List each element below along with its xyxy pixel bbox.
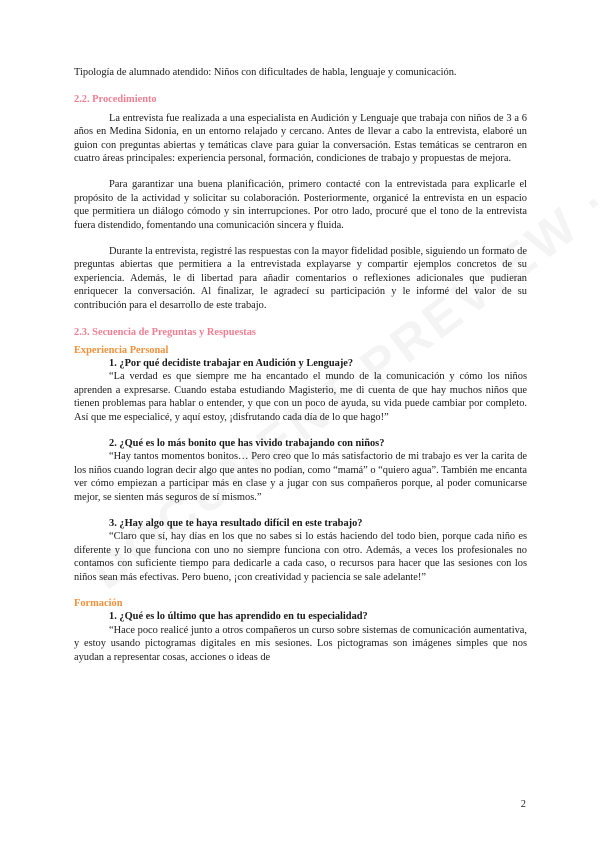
question: 1. ¿Qué es lo último que has aprendido en tu especialidad? [109,611,368,623]
intro-line: Tipología de alumnado atendido: Niños con dificultades de habla, lenguaje y comunicación. [74,67,457,78]
sequence-heading: 2.3. Secuencia de Preguntas y Respuestas [74,327,256,339]
question: 2. ¿Qué es lo más bonito que has vivido trabajando con niños? [109,437,385,449]
procedure-paragraph: La entrevista fue realizada a una especialista en Audición y Lenguaje que trabaja con niños de 3 a 6 años en Medina Sidonia, en un entorno relajado y cercano. Antes de llevar a cabo la entrevista, elaboré un guion con preguntas abiertas y temáticas clave para guiar la conversación. Estas temáticas se centraron en cuatro áreas principales: experiencia personal, formación, condiciones de trabajo y propuestas de mejora. [74,112,527,165]
procedure-paragraph: Durante la entrevista, registré las respuestas con la mayor fidelidad posible, siguiendo un formato de preguntas abiertas que permitiera a la entrevistada explayarse y compartir ejemplos concretos de su experiencia. Además, le di libertad para añadir comentarios o reflexiones adicionales que pudieran enriquecer la conversación. Al finalizar, le agradecí su participación y le informé del valor de su contribución para el desarrollo de este trabajo. [74,246,527,311]
group-title-formacion: Formación [74,598,123,609]
document-page [74,66,527,664]
group-title-experiencia: Experiencia Personal [74,344,169,356]
answer: “Hay tantos momentos bonitos… Pero creo que lo más satisfactorio de mi trabajo es ver la carita de los niños cuando logran decir algo que antes no podían, como “mamá” o “quiero agua”. También me encanta ver cómo empiezan a participar más en clase y a jugar con sus compañeros porque, al poder comunicarse mejor, se sienten más seguros de sí mismos.” [74,451,527,503]
procedure-paragraph: Para garantizar una buena planificación, primero contacté con la entrevistada para explicarle el propósito de la actividad y solicitar su colaboración. Posteriormente, organicé la entrevista en un espacio que permitiera un diálogo cómodo y sin interrupciones. Por otro lado, procuré que el tono de la entrevista fuera distendido, fomentando una comunicación sincera y fluida. [74,179,527,231]
answer: “La verdad es que siempre me ha encantado el mundo de la comunicación y cómo los niños aprenden a expresarse. Cuando estaba estudiando Magisterio, me di cuenta de que hay muchos niños que tienen problemas para hablar o entender, y que con un poco de ayuda, su vida puede cambiar por completo. Así que me especialicé, y aquí estoy, ¡disfrutando cada día de lo que hago!” [74,371,527,423]
answer: “Hace poco realicé junto a otros compañeros un curso sobre sistemas de comunicación aumentativa, y estoy usando pictogramas digitales en mis sesiones. Los pictogramas son imágenes simples que nos ayudan a representar cosas, acciones o ideas de [74,624,527,663]
question: 1. ¿Por qué decidiste trabajar en Audición y Lenguaje? [109,357,354,369]
question: 3. ¿Hay algo que te haya resultado difícil en este trabajo? [109,517,363,529]
page-number: 2 [520,799,526,810]
procedure-heading: 2.2. Procedimiento [74,94,157,106]
answer: “Claro que sí, hay días en los que no sabes si lo estás haciendo del todo bien, porque cada niño es diferente y lo que funciona con uno no siempre funciona con otro. Además, a veces los profesionales no contamos con suficiente tiempo para dedicarle a cada caso, o recursos para hacer que las sesiones con los niños sean más efectivas. Pero bueno, ¡con creatividad y paciencia se sale adelante!” [74,531,527,583]
